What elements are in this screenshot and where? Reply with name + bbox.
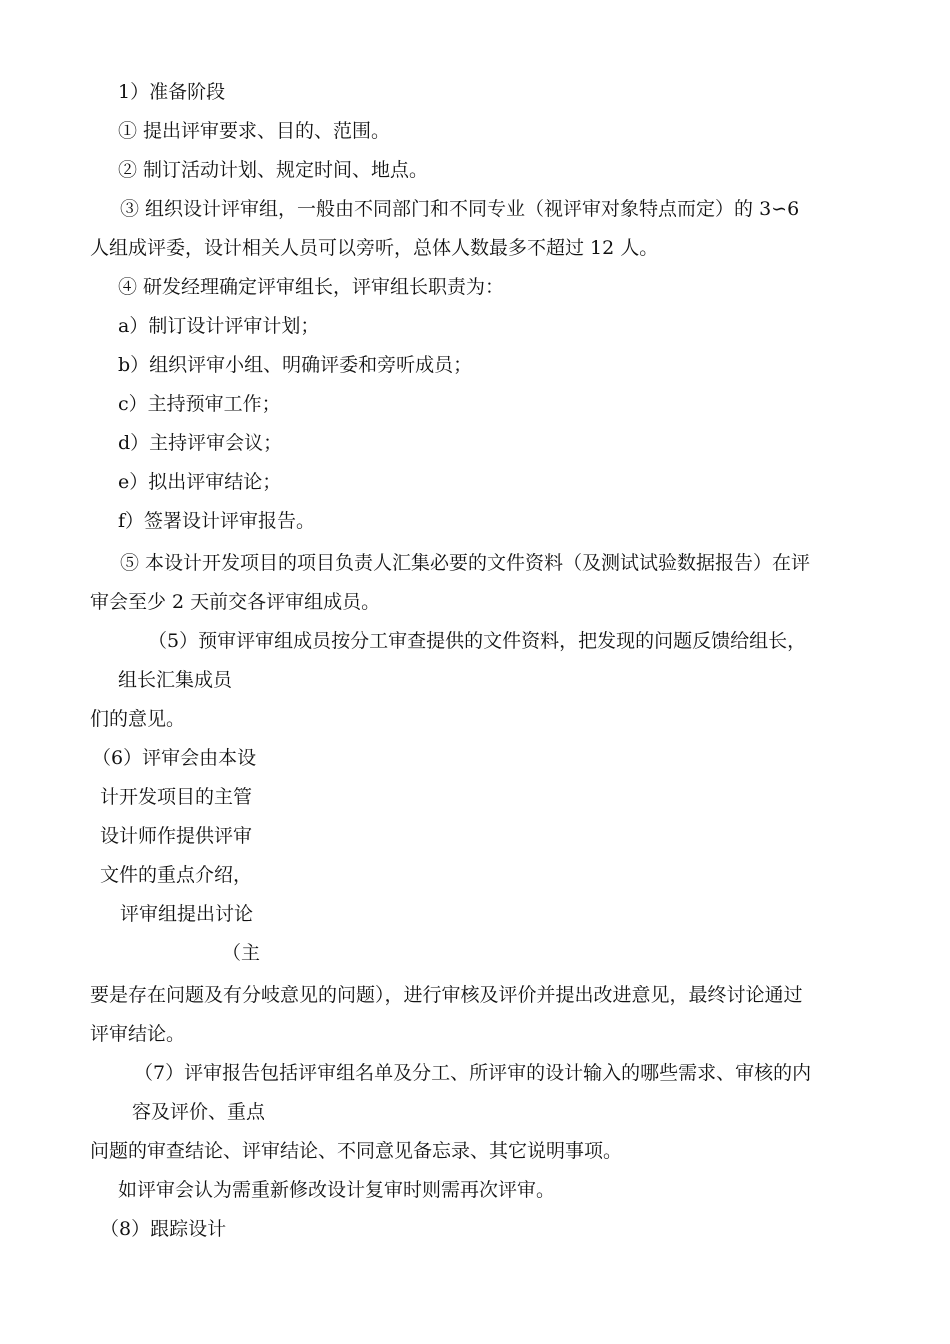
text-line: 文件的重点介绍， — [100, 864, 253, 886]
text-line: ④ 研发经理确定评审组长，评审组长职责为： — [118, 276, 505, 298]
heading-track-design: （8）跟踪设计 — [100, 1218, 227, 1240]
text-line: 问题的审查结论、评审结论、不同意见备忘录、其它说明事项。 — [90, 1140, 623, 1162]
text-line: 评审结论。 — [90, 1023, 186, 1045]
text-line: ⑤ 本设计开发项目的项目负责人汇集必要的文件资料（及测试试验数据报告）在评 — [120, 552, 811, 574]
text-line: 容及评价、重点 — [132, 1101, 266, 1123]
text-line: 人组成评委，设计相关人员可以旁听，总体人数最多不超过 12 人。 — [90, 237, 659, 259]
list-item: d）主持评审会议； — [118, 432, 283, 454]
text-line: （6）评审会由本设 — [92, 747, 257, 769]
text-line: 们的意见。 — [90, 708, 186, 730]
list-item: b）组织评审小组、明确评委和旁听成员； — [118, 354, 473, 376]
text-line: （主 — [222, 942, 261, 964]
text-line: ① 提出评审要求、目的、范围。 — [118, 120, 391, 142]
text-line: 要是存在问题及有分岐意见的问题），进行审核及评价并提出改进意见，最终讨论通过 — [90, 984, 803, 1006]
text-line: （7）评审报告包括评审组名单及分工、所评审的设计输入的哪些需求、审核的内 — [134, 1062, 812, 1084]
text-line: 设计师作提供评审 — [100, 825, 253, 847]
text-line: 审会至少 2 天前交各评审组成员。 — [90, 591, 381, 613]
list-item: f）签署设计评审报告。 — [118, 510, 316, 532]
text-line: 计开发项目的主管 — [100, 786, 253, 808]
text-line: 评审组提出讨论 — [120, 903, 254, 925]
list-item: e）拟出评审结论； — [118, 471, 282, 493]
text-line: ② 制订活动计划、规定时间、地点。 — [118, 159, 429, 181]
text-line: 如评审会认为需重新修改设计复审时则需再次评审。 — [118, 1179, 556, 1201]
text-line: （5）预审评审组成员按分工审查提供的文件资料，把发现的问题反馈给组长， — [148, 630, 807, 652]
list-item: c）主持预审工作； — [118, 393, 281, 415]
heading-prep-stage: 1）准备阶段 — [118, 81, 226, 103]
list-item: a）制订设计评审计划； — [118, 315, 320, 337]
text-line: 组长汇集成员 — [118, 669, 233, 691]
text-line: ③ 组织设计评审组，一般由不同部门和不同专业（视评审对象特点而定）的 3∽6 — [120, 198, 800, 220]
